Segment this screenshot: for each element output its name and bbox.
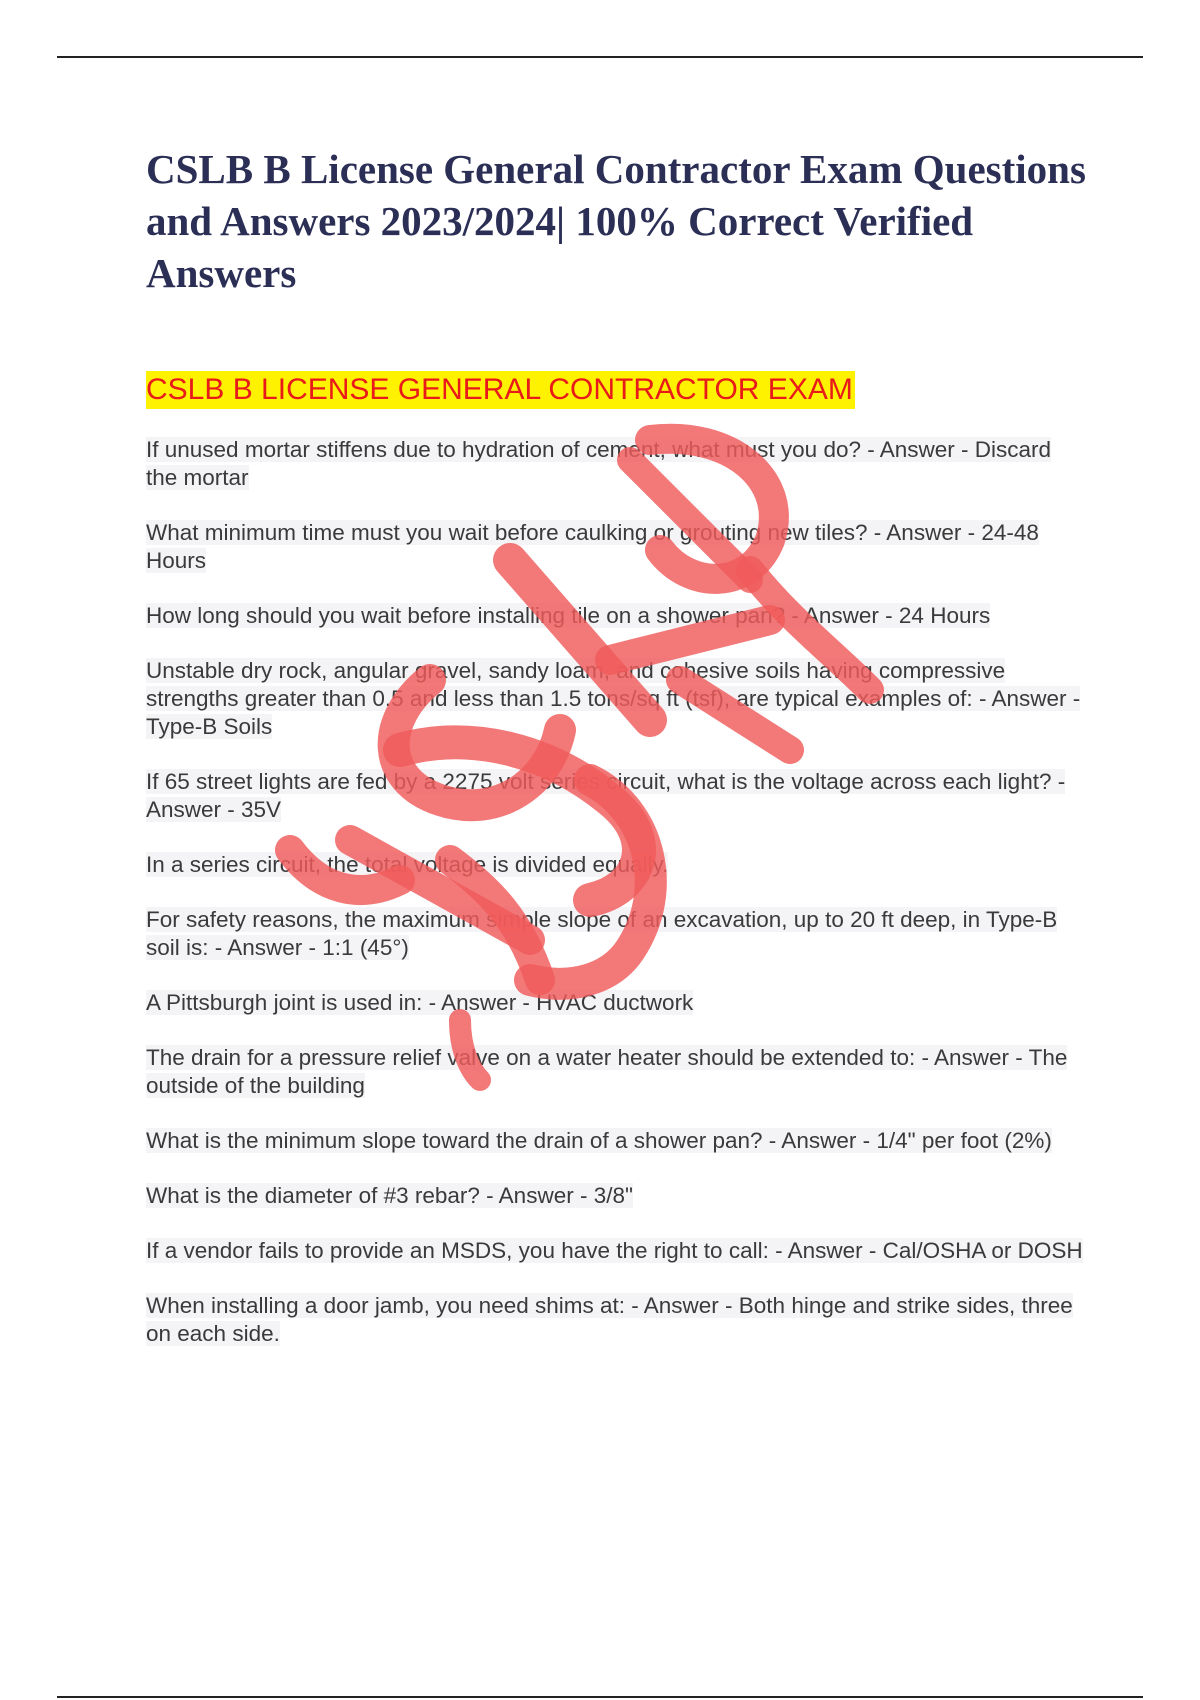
qa-text: The drain for a pressure relief valve on a water heater should be extended to: - Answer - The outside of the building bbox=[146, 1045, 1068, 1098]
qa-item bbox=[146, 602, 1086, 630]
qa-text: In a series circuit, the total voltage is divided equally. bbox=[146, 852, 669, 877]
qa-list bbox=[146, 436, 1086, 1375]
qa-item bbox=[146, 1044, 1086, 1100]
qa-text: If unused mortar stiffens due to hydration of cement, what must you do? - Answer - Discard the mortar bbox=[146, 437, 1052, 490]
qa-item bbox=[146, 436, 1086, 492]
qa-item bbox=[146, 1127, 1086, 1155]
section-heading: CSLB B LICENSE GENERAL CONTRACTOR EXAM bbox=[146, 371, 855, 409]
document-title: CSLB B License General Contractor Exam Questions and Answers 2023/2024| 100% Correct Verified Answers bbox=[146, 146, 1086, 296]
top-rule bbox=[57, 56, 1143, 58]
qa-text: If 65 street lights are fed by a 2275 volt series circuit, what is the voltage across each light? - Answer - 35V bbox=[146, 769, 1066, 822]
qa-item bbox=[146, 851, 1086, 879]
qa-item bbox=[146, 989, 1086, 1017]
qa-text: A Pittsburgh joint is used in: - Answer - HVAC ductwork bbox=[146, 990, 694, 1015]
qa-text: What minimum time must you wait before caulking or grouting new tiles? - Answer - 24-48 Hours bbox=[146, 520, 1039, 573]
bottom-rule bbox=[57, 1696, 1143, 1698]
qa-item bbox=[146, 768, 1086, 824]
qa-text: How long should you wait before installing tile on a shower pan? - Answer - 24 Hours bbox=[146, 603, 991, 628]
qa-item bbox=[146, 1237, 1086, 1265]
qa-item bbox=[146, 1292, 1086, 1348]
qa-item bbox=[146, 519, 1086, 575]
qa-text: If a vendor fails to provide an MSDS, you have the right to call: - Answer - Cal/OSHA or DOSH bbox=[146, 1238, 1083, 1263]
qa-text: Unstable dry rock, angular gravel, sandy loam, and cohesive soils having compressive strengths greater than 0.5 and less than 1.5 tons/sq ft (tsf), are typical examples of: - Answer - Type-B Soils bbox=[146, 658, 1081, 739]
qa-text: For safety reasons, the maximum simple slope of an excavation, up to 20 ft deep, in Type-B soil is: - Answer - 1:1 (45°) bbox=[146, 907, 1058, 960]
qa-text: When installing a door jamb, you need shims at: - Answer - Both hinge and strike sides, three on each side. bbox=[146, 1293, 1073, 1346]
qa-item bbox=[146, 1182, 1086, 1210]
qa-text: What is the minimum slope toward the drain of a shower pan? - Answer - 1/4" per foot (2%) bbox=[146, 1128, 1052, 1153]
qa-text: What is the diameter of #3 rebar? - Answer - 3/8" bbox=[146, 1183, 633, 1208]
qa-item bbox=[146, 906, 1086, 962]
qa-item bbox=[146, 657, 1086, 741]
